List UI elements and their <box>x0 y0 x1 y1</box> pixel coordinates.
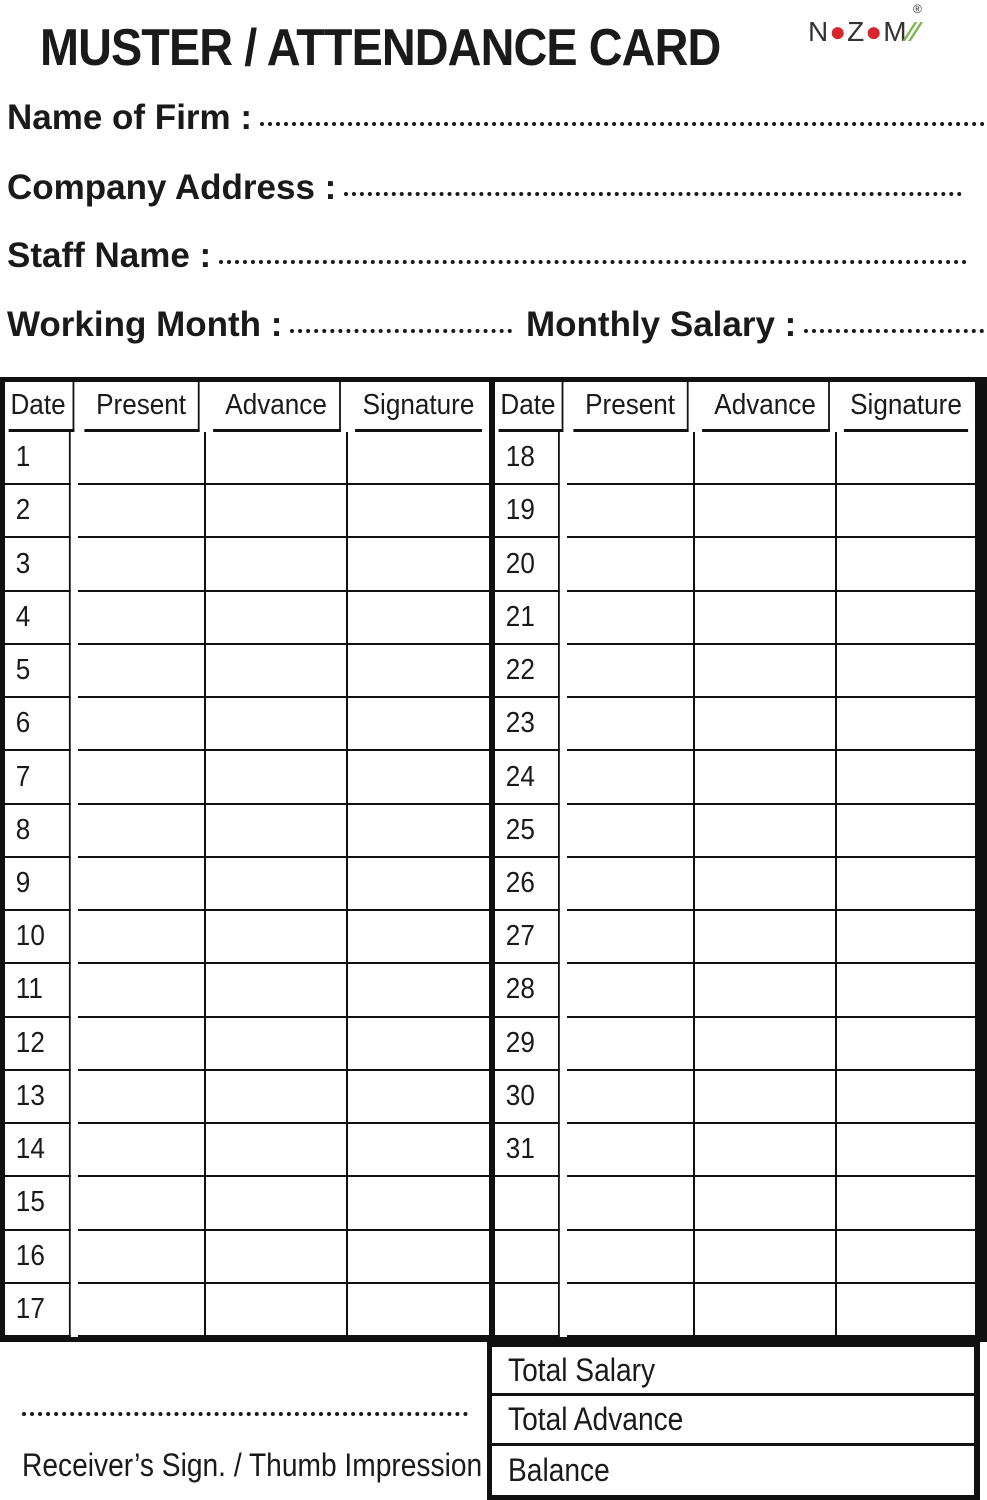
date-cell: 31 <box>495 1124 560 1177</box>
present-cell[interactable] <box>567 911 695 964</box>
advance-cell[interactable] <box>206 538 348 591</box>
date-cell: 20 <box>495 538 560 591</box>
advance-cell[interactable] <box>695 1071 837 1124</box>
date-cell: 19 <box>495 485 560 538</box>
total-salary-row[interactable] <box>492 1347 974 1396</box>
month-label: Working Month : <box>7 305 283 344</box>
date-cell: 4 <box>5 592 71 645</box>
date-cell: 17 <box>5 1284 71 1337</box>
present-cell[interactable] <box>78 1231 206 1284</box>
advance-cell[interactable] <box>695 858 837 911</box>
month-field[interactable] <box>7 305 512 345</box>
month-fill-line[interactable] <box>290 329 512 333</box>
address-field[interactable] <box>7 168 962 208</box>
present-cell[interactable] <box>567 858 695 911</box>
column-header-signature: Signature <box>844 382 968 432</box>
signature-cell[interactable] <box>348 858 489 911</box>
advance-cell[interactable] <box>206 751 348 804</box>
logo-dot-icon: ● <box>829 16 848 47</box>
advance-cell[interactable] <box>695 1124 837 1177</box>
date-cell: 6 <box>5 698 71 751</box>
signature-cell[interactable] <box>348 1231 489 1284</box>
total-advance-label: Total Advance <box>508 1400 684 1437</box>
firm-field[interactable] <box>7 98 985 138</box>
signature-cell[interactable] <box>837 1177 975 1230</box>
signature-cell[interactable] <box>348 1018 489 1071</box>
advance-cell[interactable] <box>695 645 837 698</box>
registered-mark-icon: ® <box>913 2 923 16</box>
column-header-date: Date <box>9 382 75 432</box>
advance-cell[interactable] <box>206 645 348 698</box>
signature-cell[interactable] <box>837 751 975 804</box>
present-cell[interactable] <box>567 1071 695 1124</box>
page-title: MUSTER / ATTENDANCE CARD <box>40 19 721 77</box>
logo-mark-icon: ⁄⁄ <box>907 16 919 47</box>
date-cell <box>495 1177 560 1230</box>
advance-cell[interactable] <box>695 485 837 538</box>
column-header-advance: Advance <box>702 382 830 432</box>
date-cell: 26 <box>495 858 560 911</box>
date-cell: 18 <box>495 432 560 485</box>
present-cell[interactable] <box>567 592 695 645</box>
date-cell: 27 <box>495 911 560 964</box>
present-cell[interactable] <box>78 432 206 485</box>
date-cell: 9 <box>5 858 71 911</box>
advance-cell[interactable] <box>206 805 348 858</box>
attendance-sheet <box>0 377 987 1500</box>
present-cell[interactable] <box>567 1284 695 1337</box>
signature-cell[interactable] <box>348 964 489 1017</box>
address-fill-line[interactable] <box>344 192 962 196</box>
attendance-table-right <box>490 377 987 1342</box>
address-label: Company Address : <box>7 168 337 207</box>
staff-label: Staff Name : <box>7 236 212 275</box>
firm-label: Name of Firm : <box>7 98 253 137</box>
signature-cell[interactable] <box>348 1284 489 1337</box>
advance-cell[interactable] <box>695 1018 837 1071</box>
signature-cell[interactable] <box>348 1071 489 1124</box>
present-cell[interactable] <box>78 911 206 964</box>
signature-cell[interactable] <box>837 538 975 591</box>
advance-cell[interactable] <box>206 1177 348 1230</box>
present-cell[interactable] <box>567 1177 695 1230</box>
signature-cell[interactable] <box>837 1124 975 1177</box>
signature-cell[interactable] <box>837 592 975 645</box>
date-cell: 2 <box>5 485 71 538</box>
column-header-date: Date <box>499 382 564 432</box>
date-cell: 11 <box>5 964 71 1017</box>
signature-cell[interactable] <box>348 911 489 964</box>
advance-cell[interactable] <box>206 1071 348 1124</box>
advance-cell[interactable] <box>206 964 348 1017</box>
staff-field[interactable] <box>7 236 967 276</box>
advance-cell[interactable] <box>206 698 348 751</box>
signature-cell[interactable] <box>348 698 489 751</box>
advance-cell[interactable] <box>206 1018 348 1071</box>
balance-row[interactable] <box>492 1446 974 1495</box>
present-cell[interactable] <box>78 751 206 804</box>
advance-cell[interactable] <box>695 805 837 858</box>
signature-cell[interactable] <box>837 645 975 698</box>
present-cell[interactable] <box>78 805 206 858</box>
date-cell <box>495 1231 560 1284</box>
date-cell: 12 <box>5 1018 71 1071</box>
advance-cell[interactable] <box>206 1284 348 1337</box>
signature-cell[interactable] <box>837 1018 975 1071</box>
brand-logo <box>808 2 923 48</box>
present-cell[interactable] <box>78 964 206 1017</box>
present-cell[interactable] <box>567 964 695 1017</box>
present-cell[interactable] <box>567 751 695 804</box>
signature-cell[interactable] <box>837 485 975 538</box>
present-cell[interactable] <box>78 1124 206 1177</box>
signature-cell[interactable] <box>837 432 975 485</box>
advance-cell[interactable] <box>695 1284 837 1337</box>
signature-fill-line[interactable] <box>22 1412 468 1416</box>
firm-fill-line[interactable] <box>260 122 985 126</box>
salary-label: Monthly Salary : <box>526 305 797 344</box>
advance-cell[interactable] <box>695 1231 837 1284</box>
present-cell[interactable] <box>78 645 206 698</box>
date-cell: 14 <box>5 1124 71 1177</box>
advance-cell[interactable] <box>206 432 348 485</box>
present-cell[interactable] <box>78 858 206 911</box>
signature-cell[interactable] <box>348 751 489 804</box>
attendance-table-left <box>0 377 494 1342</box>
advance-cell[interactable] <box>206 592 348 645</box>
date-cell: 24 <box>495 751 560 804</box>
signature-cell[interactable] <box>348 645 489 698</box>
advance-cell[interactable] <box>695 911 837 964</box>
column-header-present: Present <box>84 382 199 432</box>
logo-letter: Z <box>847 16 866 47</box>
advance-cell[interactable] <box>695 751 837 804</box>
signature-cell[interactable] <box>837 805 975 858</box>
date-cell: 1 <box>5 432 71 485</box>
present-cell[interactable] <box>78 592 206 645</box>
present-cell[interactable] <box>78 1177 206 1230</box>
signature-label: Receiver’s Sign. / Thumb Impression <box>22 1447 483 1483</box>
column-header-advance: Advance <box>213 382 341 432</box>
present-cell[interactable] <box>567 432 695 485</box>
date-cell: 22 <box>495 645 560 698</box>
date-cell: 8 <box>5 805 71 858</box>
salary-fill-line[interactable] <box>804 329 984 333</box>
present-cell[interactable] <box>567 485 695 538</box>
advance-cell[interactable] <box>695 432 837 485</box>
total-salary-label: Total Salary <box>508 1351 656 1388</box>
present-cell[interactable] <box>78 1071 206 1124</box>
advance-cell[interactable] <box>695 964 837 1017</box>
staff-fill-line[interactable] <box>219 260 967 264</box>
signature-cell[interactable] <box>348 592 489 645</box>
total-advance-row[interactable] <box>492 1396 974 1445</box>
signature-cell[interactable] <box>348 805 489 858</box>
date-cell: 16 <box>5 1231 71 1284</box>
advance-cell[interactable] <box>695 592 837 645</box>
signature-cell[interactable] <box>837 1231 975 1284</box>
present-cell[interactable] <box>567 1018 695 1071</box>
date-cell: 29 <box>495 1018 560 1071</box>
advance-cell[interactable] <box>206 1231 348 1284</box>
signature-cell[interactable] <box>348 538 489 591</box>
signature-cell[interactable] <box>348 485 489 538</box>
date-cell: 15 <box>5 1177 71 1230</box>
present-cell[interactable] <box>567 645 695 698</box>
date-cell: 25 <box>495 805 560 858</box>
signature-cell[interactable] <box>837 1071 975 1124</box>
logo-letter: N <box>808 16 830 47</box>
column-header-signature: Signature <box>355 382 482 432</box>
date-cell: 30 <box>495 1071 560 1124</box>
date-cell: 13 <box>5 1071 71 1124</box>
present-cell[interactable] <box>78 698 206 751</box>
date-cell: 5 <box>5 645 71 698</box>
salary-field[interactable] <box>526 305 984 345</box>
balance-label: Balance <box>508 1451 610 1488</box>
date-cell: 23 <box>495 698 560 751</box>
signature-cell[interactable] <box>348 432 489 485</box>
date-cell: 10 <box>5 911 71 964</box>
present-cell[interactable] <box>78 1284 206 1337</box>
advance-cell[interactable] <box>695 698 837 751</box>
date-cell <box>495 1284 560 1337</box>
present-cell[interactable] <box>567 1124 695 1177</box>
column-header-present: Present <box>573 382 688 432</box>
date-cell: 7 <box>5 751 71 804</box>
present-cell[interactable] <box>567 538 695 591</box>
advance-cell[interactable] <box>695 1177 837 1230</box>
signature-cell[interactable] <box>837 911 975 964</box>
advance-cell[interactable] <box>206 1124 348 1177</box>
present-cell[interactable] <box>78 1018 206 1071</box>
signature-cell[interactable] <box>837 964 975 1017</box>
signature-cell[interactable] <box>837 1284 975 1337</box>
date-cell: 21 <box>495 592 560 645</box>
signature-cell[interactable] <box>837 698 975 751</box>
present-cell[interactable] <box>567 698 695 751</box>
advance-cell[interactable] <box>206 485 348 538</box>
present-cell[interactable] <box>567 805 695 858</box>
logo-dot-icon: ● <box>865 16 884 47</box>
advance-cell[interactable] <box>206 858 348 911</box>
present-cell[interactable] <box>78 485 206 538</box>
date-cell: 28 <box>495 964 560 1017</box>
advance-cell[interactable] <box>695 538 837 591</box>
totals-box <box>487 1342 980 1500</box>
signature-cell[interactable] <box>348 1177 489 1230</box>
date-cell: 3 <box>5 538 71 591</box>
signature-cell[interactable] <box>348 1124 489 1177</box>
present-cell[interactable] <box>78 538 206 591</box>
signature-cell[interactable] <box>837 858 975 911</box>
advance-cell[interactable] <box>206 911 348 964</box>
present-cell[interactable] <box>567 1231 695 1284</box>
logo-letter: M <box>883 16 908 47</box>
